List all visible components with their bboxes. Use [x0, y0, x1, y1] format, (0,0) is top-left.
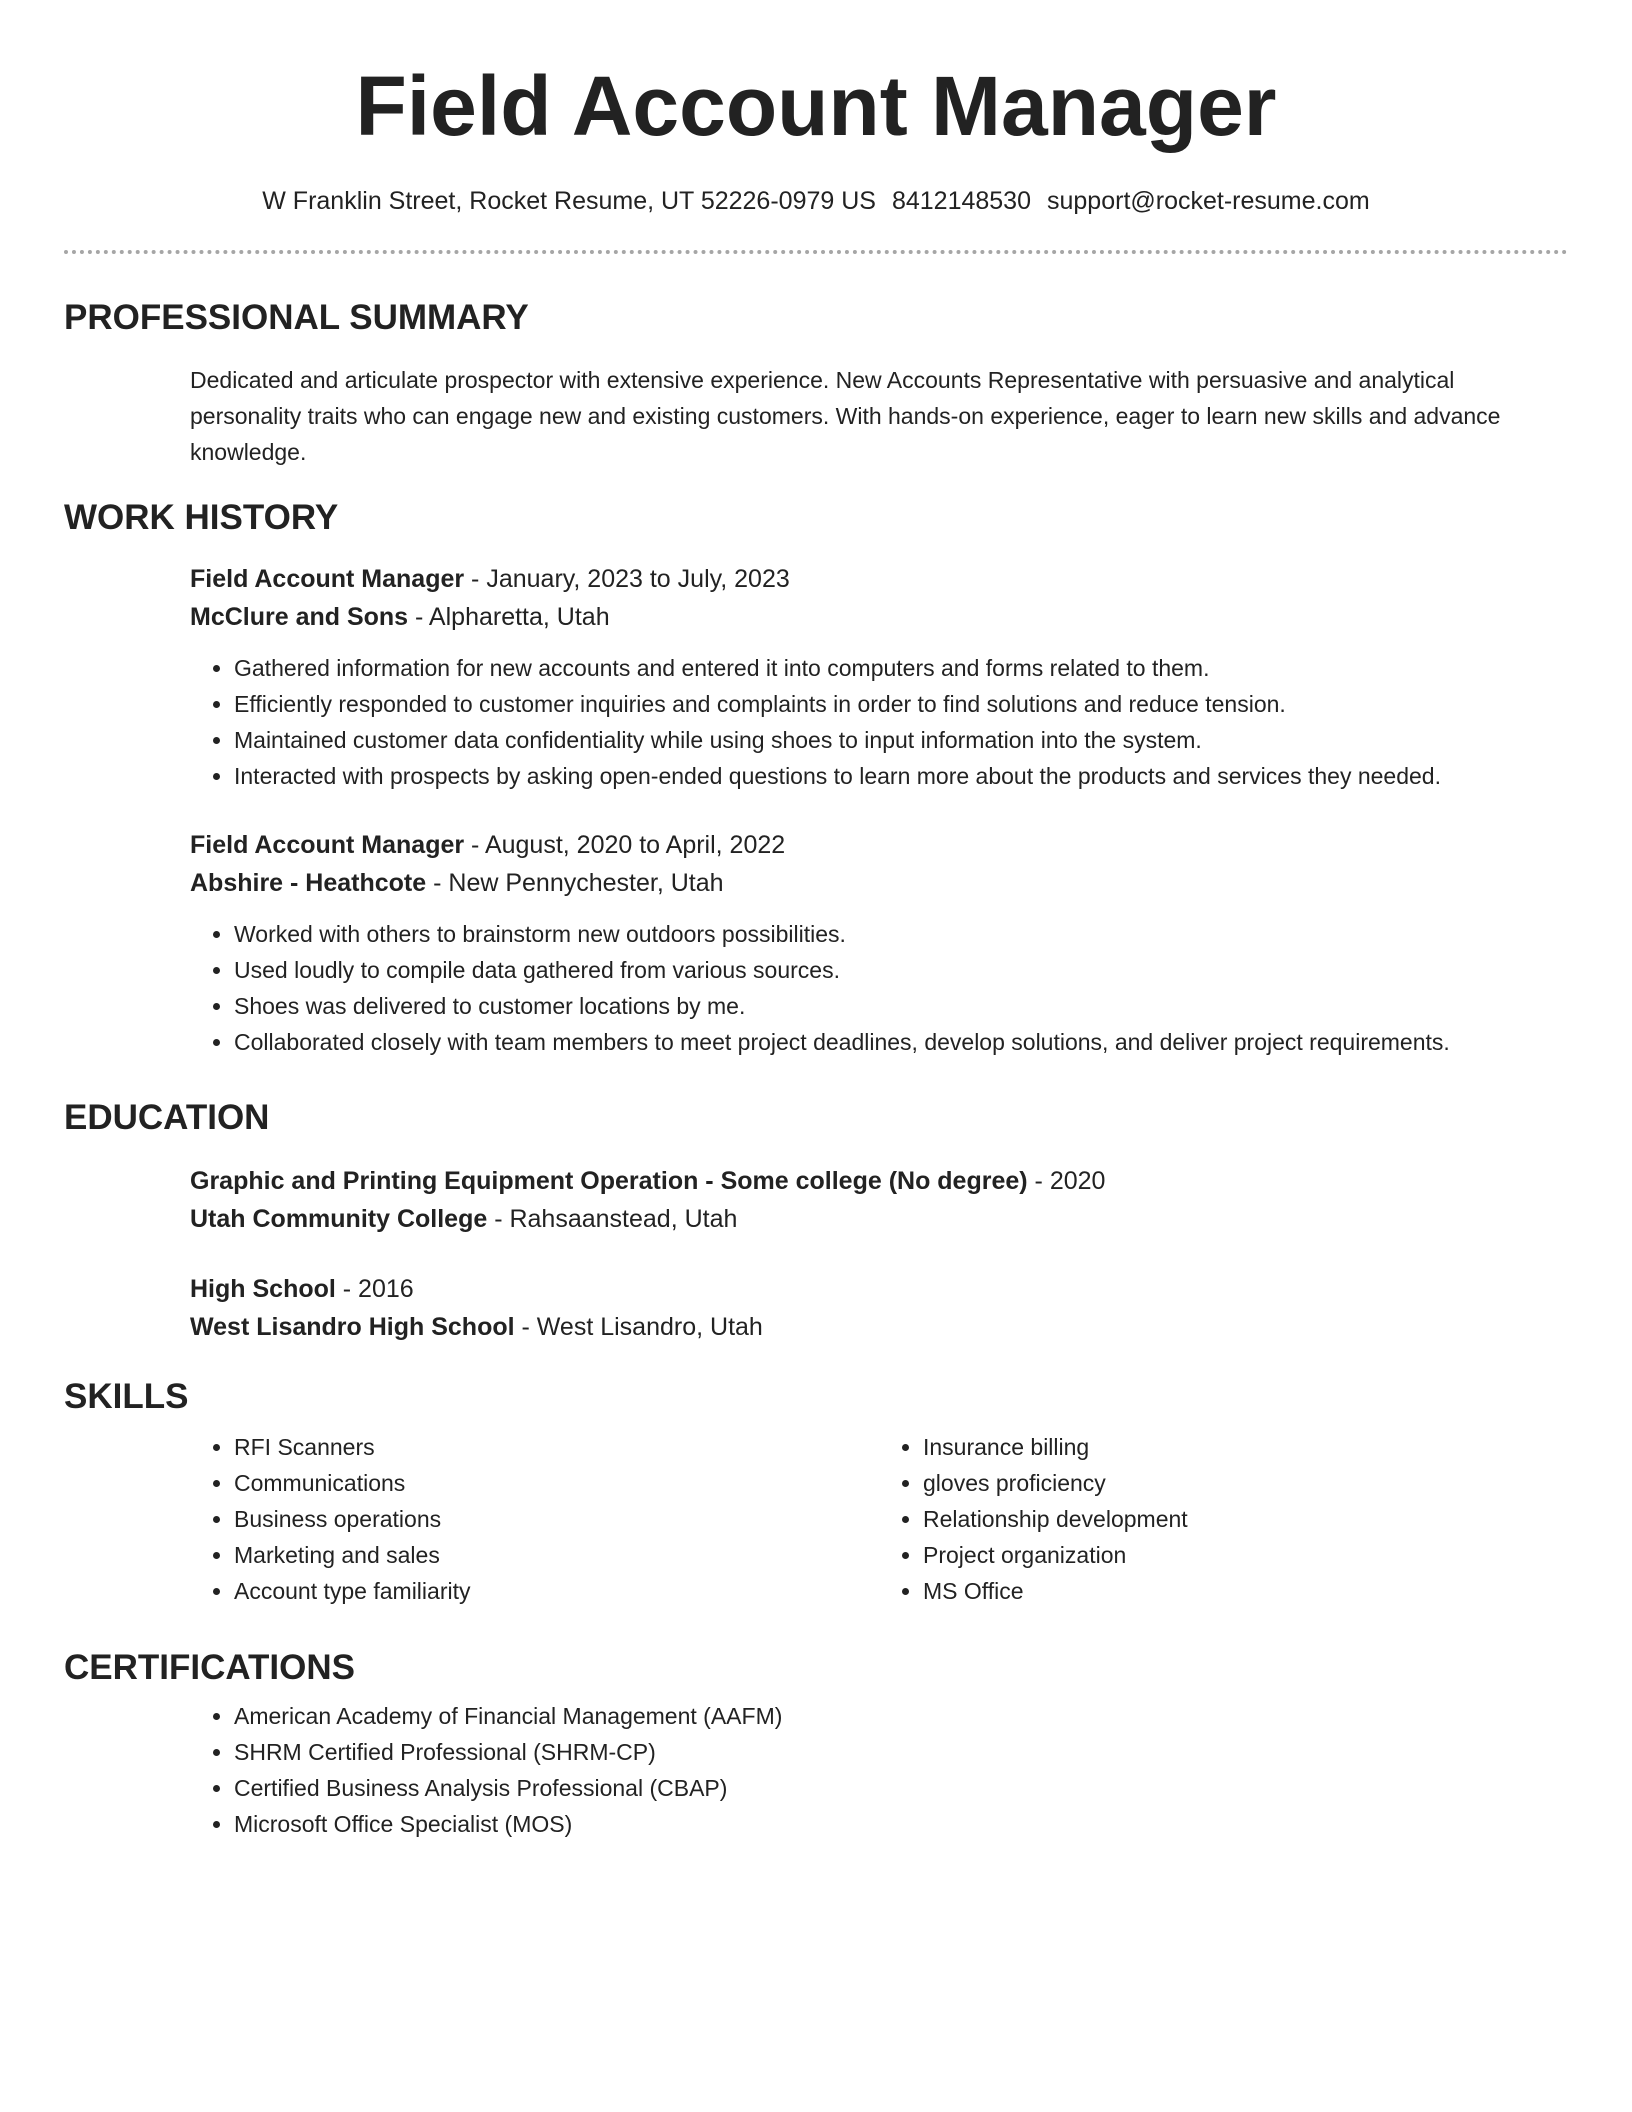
skills-heading: SKILLS [64, 1377, 189, 1416]
degree-year: - 2016 [335, 1275, 414, 1303]
list-item: • SHRM Certified Professional (SHRM-CP) [234, 1734, 1568, 1770]
list-item: • RFI Scanners [234, 1429, 879, 1465]
contact-line [64, 184, 1568, 218]
list-item: • Relationship development [923, 1501, 1568, 1537]
job-bullets [190, 650, 1568, 794]
school-location: - West Lisandro, Utah [514, 1313, 763, 1341]
school-location: - Rahsaanstead, Utah [487, 1205, 738, 1233]
job-title-line [190, 826, 1568, 864]
education-entry [190, 1270, 1568, 1346]
summary-text: Dedicated and articulate prospector with extensive experience. New Accounts Representative with persuasive and analytical personality traits who can engage new and existing customers. With hands-on experience, eager to learn new skills and advance knowledge. [190, 367, 1501, 465]
certifications-section [64, 1646, 1568, 1842]
list-item: • Communications [234, 1465, 879, 1501]
summary-section [64, 296, 1568, 470]
list-item: • Interacted with prospects by asking open-ended questions to learn more about the products and services they needed. [234, 758, 1568, 794]
skills-list-right [879, 1429, 1568, 1609]
degree-name: Graphic and Printing Equipment Operation - Some college (No degree) [190, 1167, 1028, 1195]
job-location: - New Pennychester, Utah [426, 869, 724, 897]
list-item: • Worked with others to brainstorm new outdoors possibilities. [234, 916, 1568, 952]
school-name: West Lisandro High School [190, 1313, 515, 1341]
job-bullets [190, 916, 1568, 1060]
list-item: • Maintained customer data confidentiality while using shoes to input information into the system. [234, 722, 1568, 758]
education-section [64, 1096, 1568, 1346]
degree-name: High School [190, 1275, 336, 1303]
job-entry [190, 560, 1568, 794]
list-item: • Collaborated closely with team members to meet project deadlines, develop solutions, and deliver project requirements. [234, 1024, 1568, 1060]
skills-list-left [190, 1429, 879, 1609]
job-title-line [190, 560, 1568, 598]
header-divider [64, 250, 1568, 254]
job-dates: - August, 2020 to April, 2022 [464, 831, 786, 859]
degree-line [190, 1162, 1568, 1200]
certifications-list [190, 1698, 1568, 1842]
job-company-line [190, 598, 1568, 636]
list-item: • Efficiently responded to customer inquiries and complaints in order to find solutions and reduce tension. [234, 686, 1568, 722]
certifications-heading: CERTIFICATIONS [64, 1648, 356, 1687]
summary-heading: PROFESSIONAL SUMMARY [64, 298, 529, 337]
list-item: • Certified Business Analysis Professional (CBAP) [234, 1770, 1568, 1806]
list-item: • gloves proficiency [923, 1465, 1568, 1501]
resume-name: Field Account Manager [355, 59, 1277, 153]
contact-address: W Franklin Street, Rocket Resume, UT 52226-0979 US [262, 187, 876, 215]
list-item: • American Academy of Financial Management (AAFM) [234, 1698, 1568, 1734]
list-item: • Used loudly to compile data gathered from various sources. [234, 952, 1568, 988]
degree-line [190, 1270, 1568, 1308]
degree-year: - 2020 [1027, 1167, 1106, 1195]
list-item: • Business operations [234, 1501, 879, 1537]
job-entry [190, 826, 1568, 1060]
list-item: • Marketing and sales [234, 1537, 879, 1573]
certifications-block [190, 1698, 1568, 1842]
school-name: Utah Community College [190, 1205, 488, 1233]
skills-section [64, 1375, 1568, 1609]
job-location: - Alpharetta, Utah [408, 603, 610, 631]
contact-email[interactable]: support@rocket-resume.com [1047, 187, 1370, 215]
list-item: • Insurance billing [923, 1429, 1568, 1465]
work-heading: WORK HISTORY [64, 498, 339, 537]
school-line [190, 1308, 1568, 1346]
skills-grid [190, 1429, 1568, 1609]
list-item: • Gathered information for new accounts and entered it into computers and forms related to them. [234, 650, 1568, 686]
list-item: • Project organization [923, 1537, 1568, 1573]
list-item: • Microsoft Office Specialist (MOS) [234, 1806, 1568, 1842]
list-item: • Account type familiarity [234, 1573, 879, 1609]
job-title: Field Account Manager [190, 831, 465, 859]
education-entry [190, 1162, 1568, 1238]
job-company: Abshire - Heathcote [190, 869, 427, 897]
job-title: Field Account Manager [190, 565, 465, 593]
list-item: • MS Office [923, 1573, 1568, 1609]
work-section [64, 496, 1568, 1060]
list-item: • Shoes was delivered to customer locations by me. [234, 988, 1568, 1024]
job-company-line [190, 864, 1568, 902]
contact-phone: 8412148530 [891, 187, 1031, 215]
education-heading: EDUCATION [64, 1098, 270, 1137]
school-line [190, 1200, 1568, 1238]
job-company: McClure and Sons [190, 603, 409, 631]
job-dates: - January, 2023 to July, 2023 [464, 565, 790, 593]
